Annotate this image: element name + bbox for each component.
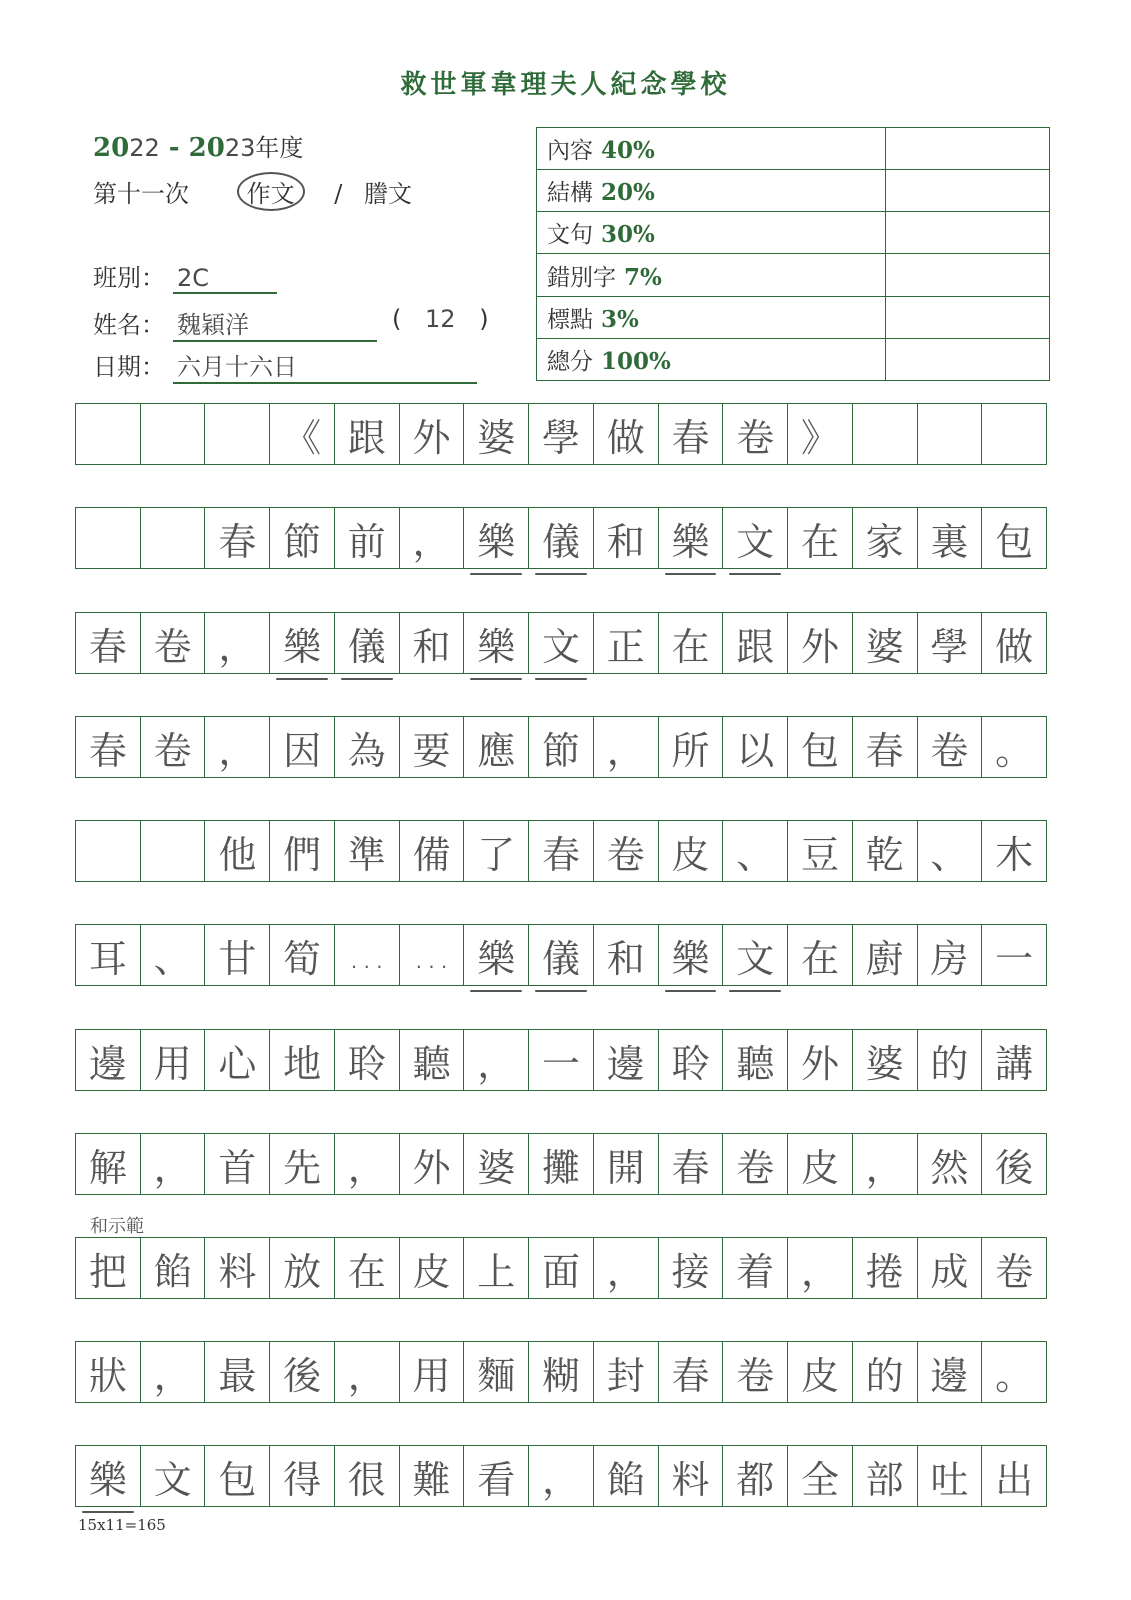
essay-grid-cell: 節 (529, 717, 594, 777)
essay-grid-row (75, 507, 1047, 569)
essay-grid-cell: ， (853, 1134, 918, 1194)
essay-grid-cell: 木 (995, 832, 1034, 877)
type-separator: / (334, 180, 343, 208)
essay-grid-cell: 樂 (464, 925, 529, 985)
essay-grid-cell: 前 (335, 508, 400, 568)
essay-grid-cell: 得 (270, 1446, 335, 1506)
essay-grid-row (75, 1237, 1047, 1299)
score-category-cell (537, 212, 886, 254)
score-category-cell (537, 338, 886, 380)
essay-grid-cell: 皮 (788, 1134, 853, 1194)
class-row (93, 258, 277, 294)
essay-grid-cell: 皮 (400, 1238, 465, 1298)
essay-grid-cell: 春 (76, 613, 141, 673)
essay-grid-cell: 春 (76, 717, 141, 777)
essay-grid-cell: 卷 (918, 717, 983, 777)
score-mark-cell (885, 338, 1049, 380)
score-percent: 3% (601, 305, 639, 333)
essay-grid-cell: 做 (995, 624, 1034, 669)
essay-grid-cell (205, 404, 270, 464)
year-dash: - (159, 133, 189, 163)
date-value: 六月十六日 (173, 347, 477, 384)
student-number (392, 305, 489, 333)
essay-grid-cell: 在 (659, 613, 724, 673)
essay-grid-cell: 豆 (788, 821, 853, 881)
score-percent: 7% (624, 263, 662, 291)
score-mark-cell (885, 212, 1049, 254)
essay-grid-cell: 應 (464, 717, 529, 777)
essay-grid-cell: ， (205, 613, 270, 673)
essay-grid-cell: 聆 (335, 1030, 400, 1090)
essay-grid-cell: 後 (995, 1145, 1034, 1190)
score-row (537, 170, 1050, 212)
score-percent: 40% (601, 137, 655, 165)
essay-grid-cell: 用 (400, 1342, 465, 1402)
teacher-correction-note: 和示範 (90, 1216, 144, 1237)
name-label: 姓名： (93, 311, 165, 339)
type-copy: 謄文 (364, 180, 413, 208)
score-mark-cell (885, 254, 1049, 296)
essay-grid-cell: ， (529, 1446, 594, 1506)
essay-grid-cell: 皮 (659, 821, 724, 881)
essay-grid-cell: 聽 (723, 1030, 788, 1090)
essay-grid-cell: 文 (723, 925, 788, 985)
essay-grid-cell: 春 (205, 508, 270, 568)
essay-grid-cell: 地 (270, 1030, 335, 1090)
grid-spec-note: 15x11=165 (78, 1516, 166, 1534)
score-category: 內容 (547, 138, 593, 165)
essay-grid-cell: 樂 (464, 613, 529, 673)
essay-grid-cell: 卷 (141, 613, 206, 673)
essay-grid-cell: 卷 (995, 1249, 1034, 1294)
score-percent: 100% (601, 347, 671, 375)
essay-grid-cell: 在 (788, 508, 853, 568)
essay-grid-cell: 吐 (918, 1446, 983, 1506)
academic-year (93, 128, 303, 163)
essay-grid-cell: 婆 (464, 404, 529, 464)
essay-grid-cell (141, 821, 206, 881)
essay-grid-cell: 後 (270, 1342, 335, 1402)
essay-grid-row (75, 1445, 1047, 1507)
essay-grid-cell: 卷 (594, 821, 659, 881)
essay-grid-cell: ， (594, 1238, 659, 1298)
essay-grid-cell: 準 (335, 821, 400, 881)
essay-grid-cell: 外 (400, 404, 465, 464)
essay-grid-cell: 了 (464, 821, 529, 881)
essay-grid-cell: 包 (205, 1446, 270, 1506)
essay-grid-cell: 甘 (205, 925, 270, 985)
essay-grid-cell (76, 508, 141, 568)
date-label: 日期： (93, 353, 165, 381)
essay-grid-cell: 備 (400, 821, 465, 881)
essay-grid-cell: 把 (76, 1238, 141, 1298)
essay-grid-cell: 出 (995, 1457, 1034, 1502)
essay-grid-cell (76, 404, 141, 464)
essay-grid-cell: 跟 (723, 613, 788, 673)
essay-grid-cell: 糊 (529, 1342, 594, 1402)
essay-grid-cell: 們 (270, 821, 335, 881)
essay-grid-cell: 一 (529, 1030, 594, 1090)
essay-grid-cell: 最 (205, 1342, 270, 1402)
assignment-number: 第十一次 (93, 180, 189, 208)
essay-grid-cell: 耳 (76, 925, 141, 985)
essay-grid-cell: 用 (141, 1030, 206, 1090)
essay-grid-cell: 和 (594, 925, 659, 985)
score-mark-cell (885, 296, 1049, 338)
essay-grid-cell: 包 (995, 519, 1034, 564)
essay-grid-row (75, 1029, 1047, 1091)
essay-grid-cell: 和 (594, 508, 659, 568)
essay-grid-cell: 在 (335, 1238, 400, 1298)
score-row (537, 296, 1050, 338)
essay-grid-cell: 餡 (141, 1238, 206, 1298)
score-category: 結構 (547, 180, 593, 207)
essay-grid-cell: 料 (205, 1238, 270, 1298)
essay-grid-cell: 要 (400, 717, 465, 777)
essay-grid-cell: ， (400, 508, 465, 568)
essay-grid-cell: 儀 (529, 508, 594, 568)
essay-grid-cell: 的 (853, 1342, 918, 1402)
score-mark-cell (885, 170, 1049, 212)
essay-grid-cell: 《 (270, 404, 335, 464)
essay-grid-cell: 節 (270, 508, 335, 568)
essay-grid-cell: 心 (205, 1030, 270, 1090)
essay-grid-cell: 邊 (76, 1030, 141, 1090)
year-end-printed: 20 (188, 133, 225, 163)
essay-grid-row (75, 924, 1047, 986)
essay-grid-cell: 春 (659, 1342, 724, 1402)
score-row (537, 338, 1050, 380)
score-percent: 20% (601, 179, 655, 207)
score-category-cell (537, 296, 886, 338)
essay-grid-cell: 攤 (529, 1134, 594, 1194)
number-value: 12 (425, 305, 456, 333)
essay-grid-cell: 都 (723, 1446, 788, 1506)
score-category: 錯別字 (547, 264, 616, 291)
year-end-handwritten: 23 (224, 134, 256, 162)
essay-grid-cell: 開 (594, 1134, 659, 1194)
year-start-handwritten: 22 (129, 134, 160, 162)
essay-grid-cell: 講 (995, 1041, 1034, 1086)
essay-grid-cell: 難 (400, 1446, 465, 1506)
essay-grid-cell: 正 (594, 613, 659, 673)
essay-grid-cell: 捲 (853, 1238, 918, 1298)
essay-grid-cell: 乾 (853, 821, 918, 881)
essay-grid-cell: 麵 (464, 1342, 529, 1402)
essay-grid-cell: 全 (788, 1446, 853, 1506)
score-category: 總分 (547, 348, 593, 375)
essay-grid-cell: 儀 (529, 925, 594, 985)
score-category-cell (537, 254, 886, 296)
essay-grid-cell: 因 (270, 717, 335, 777)
essay-grid-cell: 上 (464, 1238, 529, 1298)
type-composition-circled: 作文 (237, 172, 305, 211)
essay-grid-row (75, 716, 1047, 778)
essay-grid-cell: 筍 (270, 925, 335, 985)
essay-grid-cell (853, 404, 918, 464)
essay-grid-cell: 外 (788, 613, 853, 673)
essay-grid-cell: 他 (205, 821, 270, 881)
essay-grid-cell: 以 (723, 717, 788, 777)
essay-grid-cell: ， (205, 717, 270, 777)
essay-grid-cell: ， (335, 1134, 400, 1194)
essay-grid-cell: … (335, 925, 400, 985)
essay-grid-cell: 餡 (594, 1446, 659, 1506)
score-row (537, 128, 1050, 170)
essay-grid-cell: 家 (853, 508, 918, 568)
essay-grid-cell: 部 (853, 1446, 918, 1506)
essay-grid-cell: 解 (76, 1134, 141, 1194)
essay-grid-cell: ， (141, 1134, 206, 1194)
essay-grid-cell: 卷 (723, 1342, 788, 1402)
essay-grid-cell: 文 (141, 1446, 206, 1506)
essay-grid-cell: 和 (400, 613, 465, 673)
essay-grid-cell (141, 404, 206, 464)
essay-grid-cell: 接 (659, 1238, 724, 1298)
essay-grid-cell: 房 (918, 925, 983, 985)
essay-grid-cell: 一 (995, 936, 1034, 981)
essay-grid-cell: 包 (788, 717, 853, 777)
score-mark-cell (885, 128, 1049, 170)
essay-grid-cell: 皮 (788, 1342, 853, 1402)
essay-grid-row (75, 1341, 1047, 1403)
essay-grid-cell: 先 (270, 1134, 335, 1194)
name-row (93, 305, 377, 342)
essay-grid-cell: 春 (659, 404, 724, 464)
essay-grid-cell: 樂 (659, 508, 724, 568)
essay-grid-cell: 廚 (853, 925, 918, 985)
essay-grid-row (75, 612, 1047, 674)
essay-grid-row (75, 1133, 1047, 1195)
essay-grid-cell: 着 (723, 1238, 788, 1298)
score-row (537, 254, 1050, 296)
essay-grid-cell: 春 (659, 1134, 724, 1194)
essay-grid-cell: ， (594, 717, 659, 777)
essay-grid-cell (918, 404, 983, 464)
number-open: ( (392, 305, 402, 333)
essay-grid-cell: 樂 (76, 1446, 141, 1506)
essay-grid-cell: 首 (205, 1134, 270, 1194)
essay-grid-cell: 看 (464, 1446, 529, 1506)
essay-grid-cell: 在 (788, 925, 853, 985)
year-suffix: 年度 (255, 134, 304, 162)
essay-grid-cell: 封 (594, 1342, 659, 1402)
score-percent: 30% (601, 221, 655, 249)
essay-grid-cell: 春 (853, 717, 918, 777)
score-table (536, 127, 1050, 381)
essay-grid-cell: 成 (918, 1238, 983, 1298)
essay-grid-cell: 外 (788, 1030, 853, 1090)
essay-grid-cell: 裏 (918, 508, 983, 568)
essay-grid-cell: 。 (995, 1353, 1034, 1398)
essay-grid-cell: 卷 (141, 717, 206, 777)
number-close: ) (479, 305, 489, 333)
essay-grid-cell: 很 (335, 1446, 400, 1506)
essay-grid-cell: 、 (141, 925, 206, 985)
essay-grid-cell: 做 (594, 404, 659, 464)
essay-grid-cell: 外 (400, 1134, 465, 1194)
essay-grid-cell: 邊 (918, 1342, 983, 1402)
essay-grid-row (75, 403, 1047, 465)
score-category: 標點 (547, 306, 593, 333)
class-label: 班別： (93, 264, 165, 292)
essay-grid-cell: ， (141, 1342, 206, 1402)
essay-grid-cell: ， (464, 1030, 529, 1090)
essay-grid-cell: 卷 (723, 404, 788, 464)
essay-grid-cell: 然 (918, 1134, 983, 1194)
essay-grid-cell: 所 (659, 717, 724, 777)
essay-grid-cell (141, 508, 206, 568)
essay-grid-cell: ， (788, 1238, 853, 1298)
essay-grid-cell: 為 (335, 717, 400, 777)
essay-grid-cell: 的 (918, 1030, 983, 1090)
year-start-printed: 20 (93, 133, 130, 163)
essay-grid-cell: 跟 (335, 404, 400, 464)
essay-grid-cell: 學 (529, 404, 594, 464)
essay-grid-cell (982, 404, 1046, 464)
score-row (537, 212, 1050, 254)
essay-grid-cell: 文 (529, 613, 594, 673)
class-value: 2C (173, 264, 277, 294)
essay-grid-cell: 文 (723, 508, 788, 568)
essay-grid-cell: 。 (995, 728, 1034, 773)
essay-grid-cell: 、 (918, 821, 983, 881)
essay-grid-cell: 聆 (659, 1030, 724, 1090)
score-category-cell (537, 128, 886, 170)
essay-grid-cell: 樂 (270, 613, 335, 673)
essay-grid-cell: 聽 (400, 1030, 465, 1090)
score-category-cell (537, 170, 886, 212)
essay-grid-cell: 春 (529, 821, 594, 881)
essay-grid-cell: 婆 (853, 1030, 918, 1090)
essay-grid-cell (76, 821, 141, 881)
essay-grid-cell: 學 (918, 613, 983, 673)
essay-grid-cell: 料 (659, 1446, 724, 1506)
essay-grid-cell: ， (335, 1342, 400, 1402)
essay-grid-cell: 儀 (335, 613, 400, 673)
essay-grid-cell: 面 (529, 1238, 594, 1298)
essay-grid-cell: 樂 (659, 925, 724, 985)
essay-grid-cell: 婆 (853, 613, 918, 673)
essay-grid-cell: … (400, 925, 465, 985)
essay-grid-row (75, 820, 1047, 882)
essay-grid-cell: 、 (723, 821, 788, 881)
essay-grid-cell: 樂 (464, 508, 529, 568)
essay-grid-cell: 放 (270, 1238, 335, 1298)
essay-grid-cell: 婆 (464, 1134, 529, 1194)
essay-grid-cell: 狀 (76, 1342, 141, 1402)
essay-grid-cell: 卷 (723, 1134, 788, 1194)
school-title: 救世軍韋理夫人紀念學校 (400, 70, 731, 100)
date-row (93, 347, 477, 384)
assignment-line (93, 172, 412, 211)
essay-grid-cell: 邊 (594, 1030, 659, 1090)
name-value: 魏穎洋 (173, 305, 377, 342)
essay-grid-cell: 》 (788, 404, 853, 464)
score-category: 文句 (547, 222, 593, 249)
